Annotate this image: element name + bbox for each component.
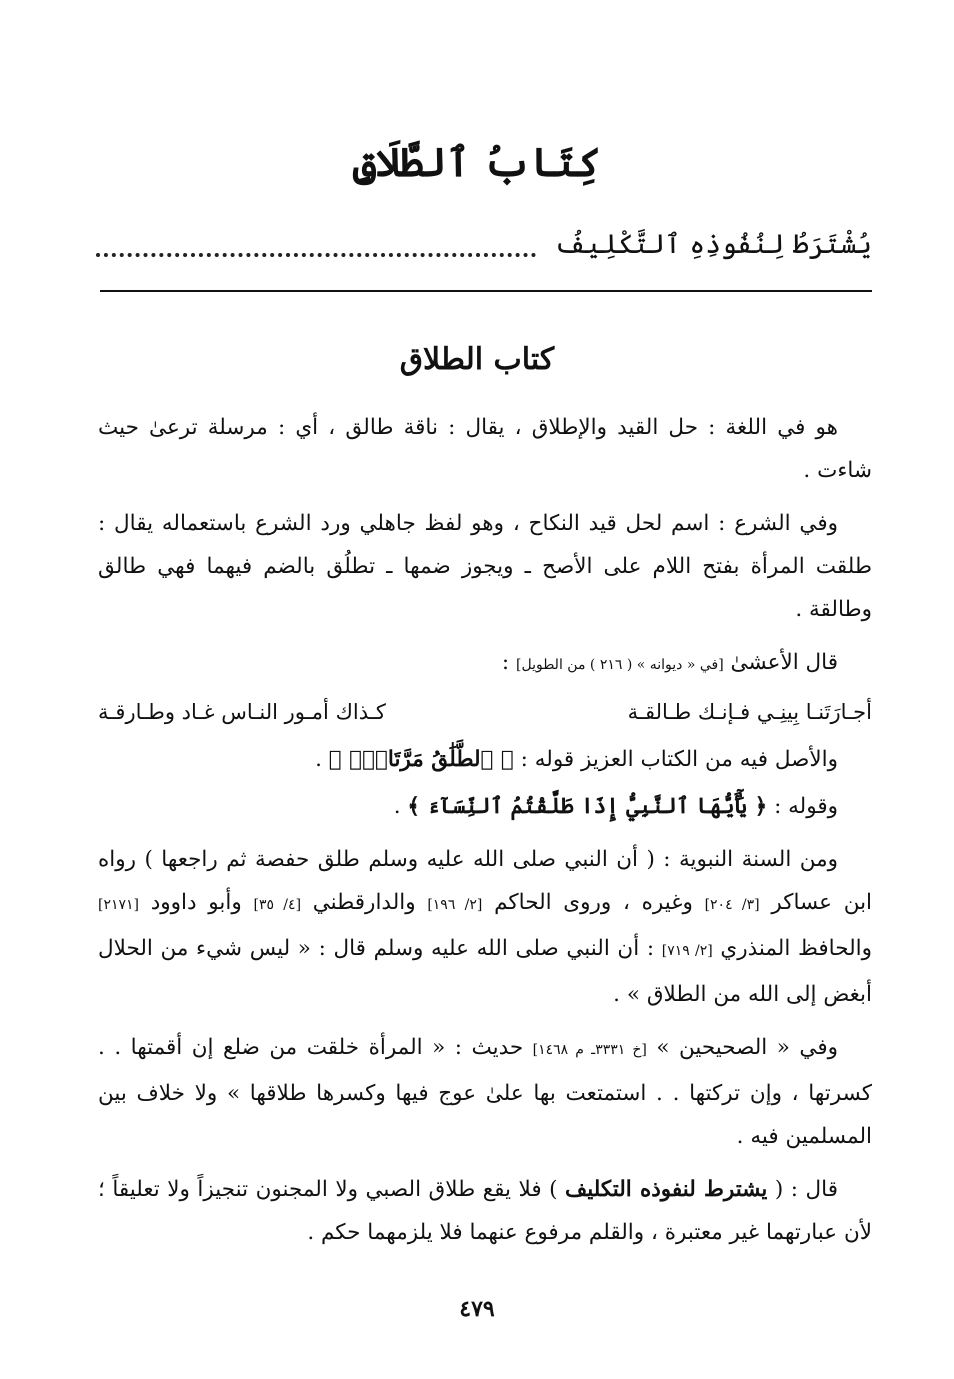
qala-text-a: قال : (: [767, 1177, 838, 1202]
ref-daraqutni: [٤/ ٣٥]: [253, 897, 302, 913]
paragraph-kitab: [98, 738, 872, 781]
quran-verse-2: ﴿ يَٰٓأَيُّهَا ٱلنَّبِيُّ إِذَا طَلَّقْتُمُ ٱلنِّسَآءَ ﴾: [407, 794, 768, 819]
ref-abu-dawud: [٢١٧١]: [98, 897, 140, 913]
sunna-text-b: وغيره ، وروى الحاكم: [482, 890, 705, 915]
ref-hakim: [٢/ ١٩٦]: [427, 897, 483, 913]
paragraph-asha-intro: [98, 641, 872, 687]
book-title: كِتَابُ ٱلطَّلَاقِ: [352, 139, 602, 186]
paragraph-qawluhu: [98, 785, 872, 828]
asha-lead: قال الأعشىٰ: [730, 650, 838, 675]
quran-verse-1: ﴿ ٱلطَّلَٰقُ مَرَّتَانِۖ ﴾: [328, 747, 514, 772]
paragraph-sahihayn: [98, 1026, 872, 1158]
ref-bukhari-muslim: [خ ٣٣٣١ـ م ١٤٦٨]: [532, 1042, 647, 1058]
section-title: كتاب الطلاق: [399, 342, 555, 377]
sahihayn-text-a: وفي « الصحيحين »: [646, 1035, 838, 1060]
dotted-leader: [96, 231, 536, 257]
paragraph-shar: وفي الشرع : اسم لحل قيد النكاح ، وهو لفظ جاهلي ورد الشرع باستعماله يقال : طلقت المرأة بفتح اللام على الأصح ـ ويجوز ضمها ـ تطلُق بالضم فيهما فهي طالق وطالقة .: [98, 511, 872, 622]
matn-quote: يشترط لنفوذه التكليف: [565, 1177, 768, 1202]
verse-second-hemistich: كـذاك أمـور النـاس غـاد وطـارقـة: [98, 700, 386, 724]
sunna-text-e: والحافظ المنذري: [712, 936, 872, 961]
paragraph-sunna: [98, 838, 872, 1016]
sahihayn-text-b: حديث : « المرأة خلقت من ضلع إن أقمتها . . كسرتها ، وإن تركتها . . استمتعت بها علىٰ عوج فيها وكسرها طلاقها » ولا خلاف بين المسلمين فيه .: [98, 1035, 872, 1149]
matn-text: يُشْتَرَطُ لِنُفُوذِهِ ٱلتَّكْلِيفُ: [554, 228, 872, 260]
paragraph-qala: [98, 1168, 872, 1254]
sunna-text-f: : أن النبي صلى الله عليه وسلم قال : « ليس شيء من الحلال أبغض إلى الله من الطلاق » .: [98, 936, 872, 1007]
paragraph-lugha: هو في اللغة : حل القيد والإطلاق ، يقال : ناقة طالق ، أي : مرسلة ترعىٰ حيث شاءت .: [98, 415, 872, 483]
kitab-lead: والأصل فيه من الكتاب العزيز قوله :: [513, 747, 838, 772]
diwan-reference: [في « ديوانه » ( ٢١٦ ) من الطويل]: [516, 657, 724, 673]
horizontal-rule: [100, 290, 872, 292]
qala-text-b: ) فلا يقع طلاق الصبي ولا المجنون تنجيزاً ولا تعليقاً ؛ لأن عبارتهما غير معتبرة ، والقلم مرفوع عنهما فلا يلزمهما حكم .: [98, 1177, 872, 1245]
qawluhu-end: .: [393, 794, 408, 819]
page-number: ٤٧٩: [459, 1296, 495, 1322]
poetry-verse: [98, 691, 872, 734]
body-text: [98, 406, 872, 1264]
kitab-end: .: [315, 747, 329, 772]
sunna-text-d: وأبو داوود: [139, 890, 254, 915]
asha-colon: :: [501, 650, 516, 675]
ref-ibn-asakir: [٣/ ٢٠٤]: [704, 897, 760, 913]
matn-line: [96, 222, 872, 266]
ref-mundhiri: [٢/ ٧١٩]: [661, 943, 713, 959]
sunna-text-c: والدارقطني: [301, 890, 428, 915]
sunna-text-a: ومن السنة النبوية : ( أن النبي صلى الله عليه وسلم طلق حفصة ثم راجعها ) رواه ابن عساكر: [98, 847, 873, 915]
verse-first-hemistich: أجـارَتَنـا بِينِـي فـإنـك طـالقـة: [627, 700, 872, 724]
qawluhu-lead: وقوله :: [767, 794, 838, 819]
